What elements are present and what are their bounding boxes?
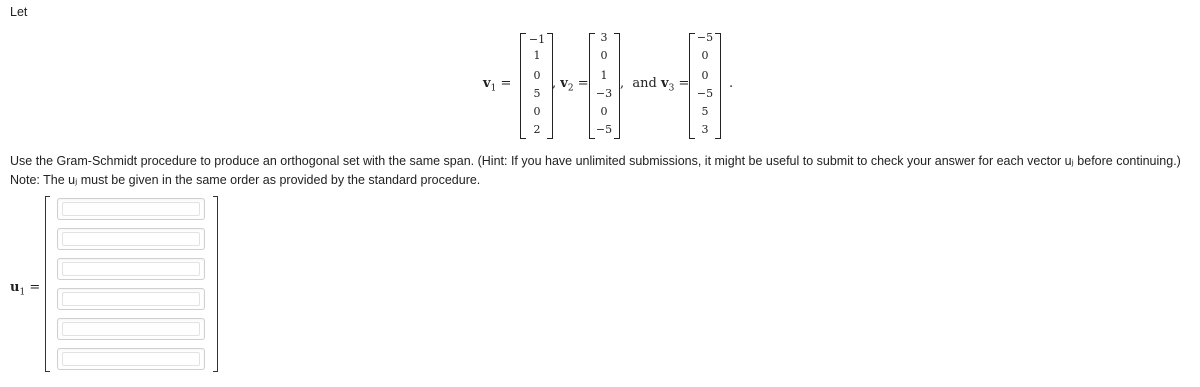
u1-entry-1-input[interactable] xyxy=(57,198,205,220)
instructions-text: Use the Gram-Schmidt procedure to produce an orthogonal set with the same span. (Hint: If you have unlimited submissions, it might be useful to submit to check your answer for each vector uⱼ before continuing.) Note: The uⱼ must be given in the same order as provided by the standard procedure. xyxy=(10,154,1181,187)
v2-entry: 1 xyxy=(600,69,608,82)
v3-entry: 0 xyxy=(701,49,709,62)
v3-label: , and $v_3$ = xyxy=(620,76,690,94)
v3-entry: 3 xyxy=(701,123,709,136)
u1-left-bracket xyxy=(45,196,50,372)
v2-entry: −3 xyxy=(595,87,613,100)
u1-label: $u_1$ = xyxy=(10,280,41,298)
u1-entry-6-input[interactable] xyxy=(57,348,205,370)
v1-entry: 5 xyxy=(533,87,541,100)
v3-entry: −5 xyxy=(696,87,714,100)
v2-entry: −5 xyxy=(595,123,613,136)
u1-entry-5-input[interactable] xyxy=(57,318,205,340)
v1-entry: 0 xyxy=(533,69,541,82)
v3-entry: 0 xyxy=(701,69,709,82)
u1-entry-3-input[interactable] xyxy=(57,258,205,280)
end-period: . xyxy=(729,76,734,91)
v3-entry: 5 xyxy=(701,105,709,118)
u1-entry-4-input[interactable] xyxy=(57,288,205,310)
v2-label: , $v_2$ = xyxy=(552,76,589,94)
v2-entry: 0 xyxy=(600,49,608,62)
intro-text: Let xyxy=(10,5,28,19)
u1-right-bracket xyxy=(213,196,218,372)
v2-entry: 3 xyxy=(600,31,608,44)
v1-entry: 2 xyxy=(533,123,541,136)
v3-entry: −5 xyxy=(696,31,714,44)
v1-left-bracket xyxy=(520,33,526,139)
v1-entry: −1 xyxy=(528,33,546,46)
u1-entry-2-input[interactable] xyxy=(57,228,205,250)
v2-entry: 0 xyxy=(600,105,608,118)
v1-entry: 1 xyxy=(533,49,541,62)
v1-entry: 0 xyxy=(533,105,541,118)
v1-label: $v_1$ = xyxy=(483,76,512,94)
v3-right-bracket xyxy=(715,33,721,139)
